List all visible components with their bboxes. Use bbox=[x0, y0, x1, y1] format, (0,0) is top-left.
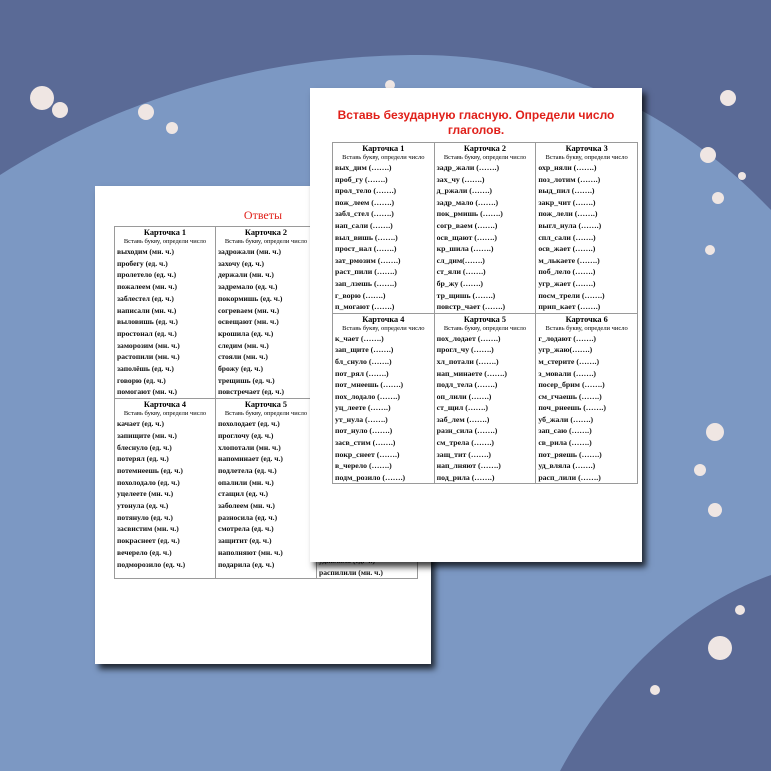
card-word: защитит (ед. ч.) bbox=[218, 536, 272, 546]
card-word: угр_жаю(…….) bbox=[538, 345, 593, 355]
answers-title: Ответы bbox=[243, 208, 283, 222]
card-word: бр_жу (…….) bbox=[436, 278, 484, 288]
card-word: осв_щают (…….) bbox=[436, 232, 497, 242]
card-subtitle: Вставь букву, определи число bbox=[224, 238, 308, 245]
card-word: см_трела (…….) bbox=[436, 438, 495, 448]
card-title: Карточка 4 bbox=[143, 400, 187, 410]
card-word: утонула (ед. ч.) bbox=[117, 501, 169, 511]
card-word: говорю (ед. ч.) bbox=[117, 375, 166, 385]
card-word: заполёшь (ед. ч.) bbox=[117, 364, 174, 374]
tasks-title: Вставь безударную гласную. Определи число глаголов. bbox=[337, 108, 615, 137]
card-word: уб_жали (…….) bbox=[538, 414, 594, 424]
card-word: з_мовали (…….) bbox=[538, 368, 596, 378]
card-word: пот_рял (…….) bbox=[335, 368, 389, 378]
card-word: пот_ряешь (…….) bbox=[538, 449, 602, 459]
card-word: разн_сила (…….) bbox=[436, 426, 498, 436]
card-word: заб_лем (…….) bbox=[436, 414, 490, 424]
card-title: Карточка 5 bbox=[463, 314, 507, 324]
card-word: пок_рмишь (…….) bbox=[436, 209, 503, 219]
card-word: пох_лодало (…….) bbox=[335, 391, 400, 401]
card-word: держали (мн. ч.) bbox=[218, 270, 274, 280]
card-title: Карточка 2 bbox=[244, 228, 288, 237]
card-word: подморозило (ед. ч.) bbox=[117, 559, 186, 569]
card-title: Карточка 3 bbox=[565, 144, 608, 153]
card-word: прип_кает (…….) bbox=[538, 302, 601, 312]
card-word: тр_щишь (…….) bbox=[436, 290, 496, 300]
card-word: прол_тело (…….) bbox=[335, 186, 397, 196]
tasks-grid bbox=[332, 142, 638, 484]
card-word: нап_лняют (…….) bbox=[436, 461, 501, 471]
card-word: посер_брим (…….) bbox=[538, 380, 605, 390]
card-subtitle: Вставь букву, определи число bbox=[123, 410, 207, 418]
card-word: засв_стим (…….) bbox=[335, 438, 396, 448]
card-word: п_могают (…….) bbox=[335, 302, 395, 312]
card-subtitle: Вставь букву, определи число bbox=[443, 324, 527, 332]
card-4 bbox=[115, 399, 216, 579]
card-word: св_рила (…….) bbox=[538, 438, 592, 448]
card-title: Карточка 1 bbox=[143, 228, 187, 237]
card-word: выловишь (ед. ч.) bbox=[117, 317, 178, 327]
card-subtitle: Вставь букву, определи число bbox=[123, 238, 207, 245]
card-word: раст_пили (…….) bbox=[335, 267, 397, 277]
card-word: заморозим (мн. ч.) bbox=[117, 340, 180, 350]
card-2 bbox=[216, 227, 317, 399]
card-word: заболеем (мн. ч.) bbox=[218, 501, 275, 511]
card-title: Карточка 4 bbox=[362, 314, 405, 324]
card-word: ут_нула (…….) bbox=[335, 414, 388, 424]
tasks-sheet bbox=[310, 88, 642, 562]
card-title: Карточка 6 bbox=[565, 314, 608, 324]
card-word: выл_вишь (…….) bbox=[335, 232, 398, 242]
card-6 bbox=[536, 313, 638, 484]
card-subtitle: Вставь букву, определи число bbox=[342, 324, 425, 332]
card-word: пожалеем (мн. ч.) bbox=[117, 282, 178, 292]
card-word: подм_розило (…….) bbox=[335, 472, 406, 482]
card-word: см_гчаешь (…….) bbox=[538, 391, 602, 401]
card-word: простонал (ед. ч.) bbox=[117, 328, 177, 338]
card-word: зап_щите (…….) bbox=[335, 345, 394, 355]
card-title: Карточка 5 bbox=[244, 400, 288, 410]
card-word: повстр_чает (…….) bbox=[436, 302, 506, 312]
card-word: проб_гу (…….) bbox=[335, 174, 388, 184]
card-word: к_чает (…….) bbox=[335, 333, 384, 343]
card-word: задр_мало (…….) bbox=[436, 197, 499, 207]
card-word: освещают (мн. ч.) bbox=[218, 317, 279, 327]
card-word: г_лодают (…….) bbox=[538, 333, 597, 343]
card-word: пох_лодает (…….) bbox=[436, 333, 501, 343]
card-word: прогл_чу (…….) bbox=[436, 345, 494, 355]
card-subtitle: Вставь букву, определи число bbox=[342, 154, 425, 161]
card-subtitle: Вставь букву, определи число bbox=[443, 154, 527, 161]
card-word: трещишь (ед. ч.) bbox=[218, 375, 275, 385]
card-word: поз_лотим (…….) bbox=[538, 174, 601, 184]
card-word: хлопотали (мн. ч.) bbox=[218, 442, 281, 452]
card-3 bbox=[536, 143, 638, 314]
card-4 bbox=[333, 313, 435, 484]
card-word: зап_лзешь (…….) bbox=[335, 278, 397, 288]
card-word: зах_чу (…….) bbox=[436, 174, 485, 184]
card-word: распилили (мн. ч.) bbox=[319, 567, 383, 577]
card-word: наполняют (мн. ч.) bbox=[218, 547, 283, 557]
card-word: спл_сали (…….) bbox=[538, 232, 596, 242]
card-word: покормишь (ед. ч.) bbox=[218, 293, 283, 303]
card-word: напоминает (ед. ч.) bbox=[218, 454, 283, 464]
card-subtitle: Вставь букву, определи число bbox=[545, 324, 628, 332]
card-1 bbox=[333, 143, 435, 314]
card-word: нап_сали (…….) bbox=[335, 220, 393, 230]
card-word: кр_шила (…….) bbox=[436, 244, 494, 254]
card-word: выд_пил (…….) bbox=[538, 186, 595, 196]
card-word: подарила (ед. ч.) bbox=[218, 559, 275, 569]
card-word: вечерело (ед. ч.) bbox=[117, 547, 172, 557]
card-word: уд_вляла (…….) bbox=[538, 461, 596, 471]
card-word: г_ворю (…….) bbox=[335, 290, 386, 300]
card-word: опалили (мн. ч.) bbox=[218, 477, 274, 487]
card-word: засвистим (мн. ч.) bbox=[117, 524, 179, 534]
card-word: повстречает (ед. ч.) bbox=[218, 387, 285, 397]
card-word: брожу (ед. ч.) bbox=[218, 364, 263, 374]
card-word: заблестел (ед. ч.) bbox=[117, 293, 174, 303]
card-word: вых_дим (…….) bbox=[335, 163, 392, 172]
card-word: пот_мнеешь (…….) bbox=[335, 380, 404, 390]
card-word: разносила (ед. ч.) bbox=[218, 512, 278, 522]
card-word: зап_саю (…….) bbox=[538, 426, 592, 436]
card-1 bbox=[115, 227, 216, 399]
card-word: подлетела (ед. ч.) bbox=[218, 465, 277, 475]
card-subtitle: Вставь букву, определи число bbox=[545, 154, 628, 161]
card-word: стащил (ед. ч.) bbox=[218, 489, 269, 499]
card-word: выгл_нула (…….) bbox=[538, 220, 602, 230]
card-5 bbox=[434, 313, 536, 484]
card-word: потянуло (ед. ч.) bbox=[117, 512, 173, 522]
card-word: закр_чит (…….) bbox=[538, 197, 596, 207]
card-word: хл_потали (…….) bbox=[436, 356, 499, 366]
card-5 bbox=[216, 399, 317, 579]
card-word: похолодает (ед. ч.) bbox=[218, 419, 280, 429]
card-word: поб_лело (…….) bbox=[538, 267, 596, 277]
card-word: пож_лели (…….) bbox=[538, 209, 598, 219]
card-2 bbox=[434, 143, 536, 314]
card-word: пробегу (ед. ч.) bbox=[117, 258, 168, 268]
card-word: согреваем (мн. ч.) bbox=[218, 305, 280, 315]
card-word: похолодало (ед. ч.) bbox=[117, 477, 180, 487]
card-subtitle: Вставь букву, определи число bbox=[224, 410, 308, 418]
card-word: оп_лили (…….) bbox=[436, 391, 492, 401]
card-word: помогают (мн. ч.) bbox=[117, 387, 178, 397]
card-word: растопили (мн. ч.) bbox=[117, 352, 180, 362]
card-word: расп_лили (…….) bbox=[538, 472, 601, 482]
card-word: под_рила (…….) bbox=[436, 472, 495, 482]
card-word: в_черело (…….) bbox=[335, 461, 392, 471]
card-word: стояли (мн. ч.) bbox=[218, 352, 268, 362]
card-word: бл_снуло (…….) bbox=[335, 356, 392, 366]
card-word: крошила (ед. ч.) bbox=[218, 328, 274, 338]
card-title: Карточка 2 bbox=[463, 144, 507, 153]
card-word: потемнеешь (ед. ч.) bbox=[117, 465, 183, 475]
card-word: пролетело (ед. ч.) bbox=[117, 270, 177, 280]
card-word: блеснуло (ед. ч.) bbox=[117, 442, 172, 452]
card-word: забл_стел (…….) bbox=[335, 209, 394, 219]
card-word: м_лькаете (…….) bbox=[538, 255, 600, 265]
card-word: качает (ед. ч.) bbox=[117, 419, 164, 429]
card-word: уц_леете (…….) bbox=[335, 403, 391, 413]
card-word: осв_жает (…….) bbox=[538, 244, 596, 254]
card-word: пож_леем (…….) bbox=[335, 197, 395, 207]
card-word: угр_жает (…….) bbox=[538, 278, 596, 288]
card-word: задрожали (мн. ч.) bbox=[218, 247, 282, 256]
card-word: выходим (мн. ч.) bbox=[117, 247, 174, 256]
card-word: задремало (ед. ч.) bbox=[218, 282, 278, 292]
card-word: задр_жали (…….) bbox=[436, 163, 500, 172]
card-word: д_ржали (…….) bbox=[436, 186, 493, 196]
card-word: охр_няли (…….) bbox=[538, 163, 597, 172]
card-word: м_стерите (…….) bbox=[538, 356, 600, 366]
card-word: покраснеет (ед. ч.) bbox=[117, 536, 180, 546]
card-word: пот_нуло (…….) bbox=[335, 426, 393, 436]
card-word: потерял (ед. ч.) bbox=[117, 454, 169, 464]
card-word: захочу (ед. ч.) bbox=[218, 258, 265, 268]
card-word: запищите (мн. ч.) bbox=[117, 430, 177, 440]
card-word: поч_рнеешь (…….) bbox=[538, 403, 606, 413]
card-word: проглочу (ед. ч.) bbox=[218, 430, 274, 440]
card-word: согр_ваем (…….) bbox=[436, 220, 498, 230]
card-word: защ_тит (…….) bbox=[436, 449, 492, 459]
card-word: прост_нал (…….) bbox=[335, 244, 397, 254]
card-word: посм_трели (…….) bbox=[538, 290, 605, 300]
card-word: ст_яли (…….) bbox=[436, 267, 486, 277]
card-word: покр_снеет (…….) bbox=[335, 449, 400, 459]
card-word: подл_тела (…….) bbox=[436, 380, 498, 390]
card-word: следим (мн. ч.) bbox=[218, 340, 269, 350]
card-word: смотрела (ед. ч.) bbox=[218, 524, 274, 534]
card-word: сл_дим(…….) bbox=[436, 255, 485, 265]
card-word: ст_щил (…….) bbox=[436, 403, 488, 413]
card-word: зат_рмозим (…….) bbox=[335, 255, 401, 265]
card-title: Карточка 1 bbox=[362, 144, 405, 153]
card-word: написали (мн. ч.) bbox=[117, 305, 177, 315]
card-word: уцелеете (мн. ч.) bbox=[117, 489, 174, 499]
card-word: нап_минаете (…….) bbox=[436, 368, 507, 378]
